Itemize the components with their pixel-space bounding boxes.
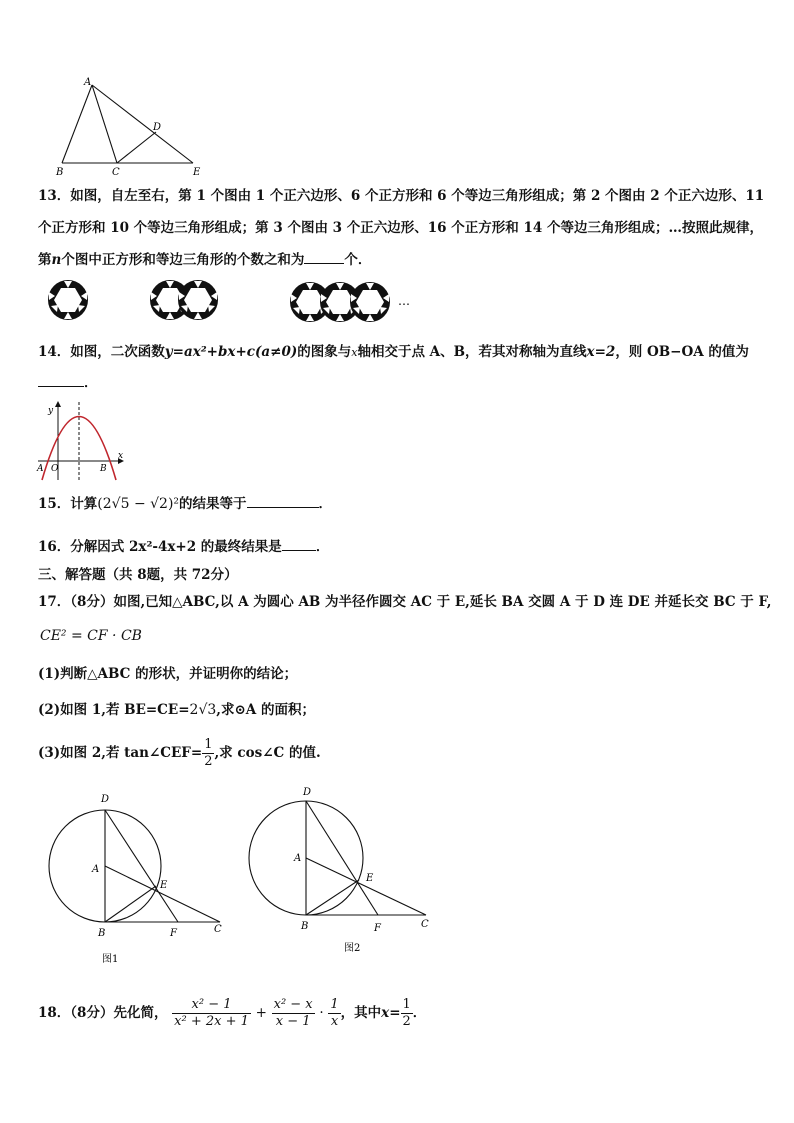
q13-n-var: n xyxy=(51,252,62,268)
label-D: D xyxy=(153,122,162,133)
svg-text:D: D xyxy=(101,794,110,805)
pattern-figure-1 xyxy=(48,280,88,320)
q15-answer-blank[interactable] xyxy=(247,493,319,508)
svg-text:D: D xyxy=(303,787,312,798)
hexagon-pattern-figures xyxy=(40,273,430,335)
label-B: B xyxy=(56,167,64,178)
graph-label-O: O xyxy=(51,464,59,474)
svg-text:E: E xyxy=(366,873,374,884)
q16-line: 16．分解因式 2x²-4x+2 的最终结果是 ． xyxy=(38,536,329,557)
pattern-figure-2 xyxy=(150,280,218,320)
section-3-title: 三、解答题（共 8题，共 72分） xyxy=(38,567,238,583)
q17-figure-2 xyxy=(246,783,446,963)
q13-line3: 第n个图中正方形和等边三角形的个数之和为 个． xyxy=(38,249,371,270)
svg-text:C: C xyxy=(421,919,429,930)
q17-sub3: (3)如图 2,若 tan∠CEF= $\frac{1}{2}$ ,求 cos∠C 的值. xyxy=(38,737,321,769)
q16-answer-blank[interactable] xyxy=(282,536,316,551)
label-C: C xyxy=(112,167,120,178)
label-A: A xyxy=(84,77,92,88)
q18-line: 18．（8分）先化简， $\frac{\text{x² − 1}}{\text{x² + 2x + 1}}$ + $\frac{\text{x² − x}}{x - 1}$ · $\frac{1}{x}$ ，其中x= $\frac{1}{2}$ ． xyxy=(38,997,427,1029)
graph-label-y: y xyxy=(48,406,54,416)
svg-text:E: E xyxy=(160,880,168,891)
graph-label-B: B xyxy=(100,464,107,474)
q13-line2: 个正方形和 10 个等边三角形组成；第 3 个图由 3 个正六边形、16 个正方形和 14 个等边三角形组成；…按照此规律， xyxy=(38,220,763,236)
q18-fraction-3: $\frac{1}{x}$ xyxy=(330,997,339,1029)
label-E: E xyxy=(193,167,201,178)
parabola-graph xyxy=(34,398,130,484)
pattern-figure-3 xyxy=(290,282,390,322)
q18-x-value: $\frac{1}{2}$ xyxy=(402,997,411,1029)
q15-line: 15．计算(2√5 − √2)²的结果等于 ． xyxy=(38,493,332,514)
q17-figure-1 xyxy=(40,788,240,968)
graph-label-x: x xyxy=(118,451,124,461)
q18-fraction-2: $\frac{\text{x² − x}}{x - 1}$ xyxy=(273,997,313,1029)
fig2-caption: 图2 xyxy=(344,943,361,954)
q17-fraction: $\frac{1}{2}$ xyxy=(204,737,213,769)
svg-text:B: B xyxy=(301,921,309,932)
q17-formula: CE² = CF · CB xyxy=(40,628,142,644)
q17-sub1: (1)判断△ABC 的形状，并证明你的结论； xyxy=(38,666,298,682)
q15-expression: (2√5 − √2)² xyxy=(97,496,180,512)
q17-sub2: (2)如图 1,若 BE=CE=2√3,求⊙A 的面积； xyxy=(38,702,315,718)
q14-line1: 14．如图，二次函数y=ax²+bx+c(a≠0)的图象与x轴相交于点 A、B，若其对称轴为直线x=2，则 OB−OA 的值为 xyxy=(38,344,749,360)
q14-line2: ． xyxy=(38,372,98,393)
fig1-caption: 图1 xyxy=(102,954,119,965)
q14-function: y=ax²+bx+c(a≠0) xyxy=(164,344,298,360)
pattern-ellipsis: … xyxy=(398,294,410,308)
svg-text:A: A xyxy=(294,853,302,864)
q14-answer-blank[interactable] xyxy=(38,372,84,387)
svg-text:F: F xyxy=(374,923,381,934)
q13-answer-blank[interactable] xyxy=(304,249,344,264)
svg-text:A: A xyxy=(92,864,100,875)
graph-label-A: A xyxy=(37,464,44,474)
svg-text:B: B xyxy=(98,928,106,939)
q13-line1 xyxy=(38,186,764,206)
q18-fraction-1: $\frac{\text{x² − 1}}{\text{x² + 2x + 1}}$ xyxy=(174,997,249,1029)
svg-text:C: C xyxy=(214,924,222,935)
svg-text:F: F xyxy=(170,928,177,939)
q13-text-1: 如图，自左至右，第 1 个图由 1 个正六边形、6 个正方形和 6 个等边三角形组成；第 2 个图由 2 个正六边形、11 xyxy=(70,188,765,204)
q17-line1: 17．（8分）如图,已知△ABC,以 A 为圆心 AB 为半径作圆交 AC 于 E,延长 BA 交圆 A 于 D 连 DE 并延长交 BC 于 F, xyxy=(38,594,772,610)
triangle-figure xyxy=(50,75,210,180)
q13-number: 13． xyxy=(38,188,71,204)
